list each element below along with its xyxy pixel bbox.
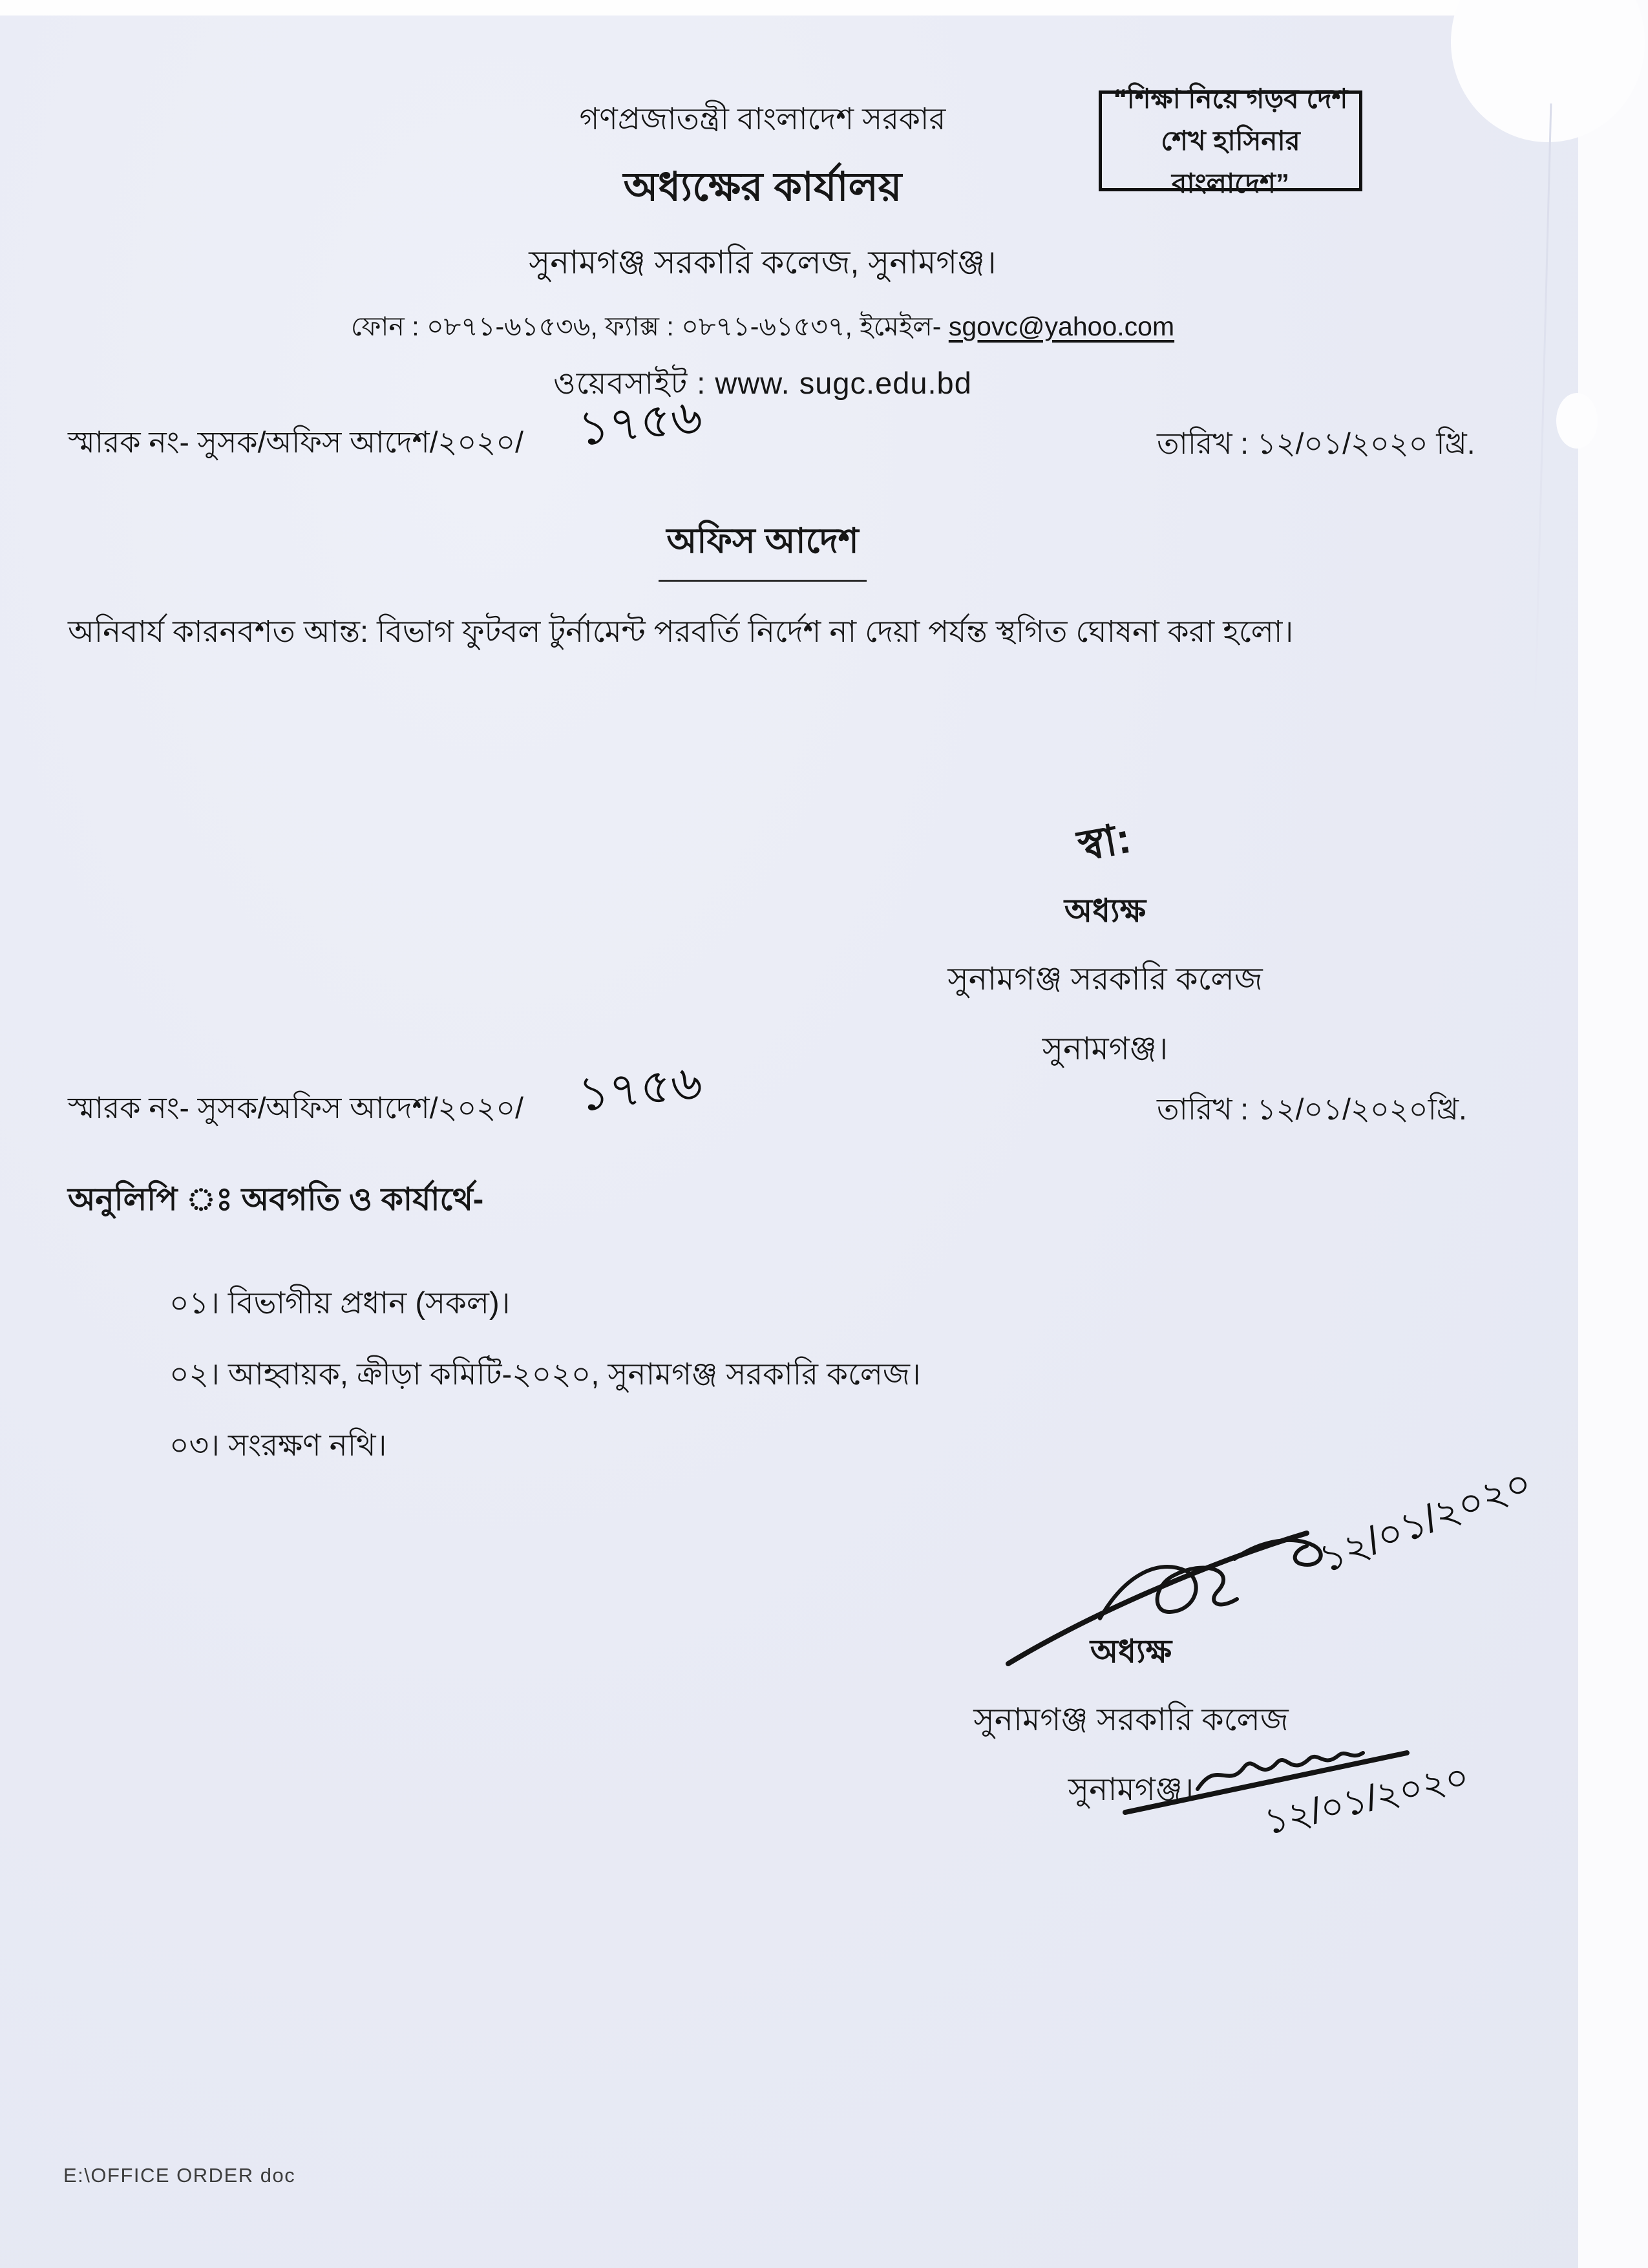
memo-row-1 (0, 389, 1648, 490)
memo-row-2 (0, 1055, 1648, 1156)
memo-date: তারিখ : ১২/০১/২০২০ খ্রি. (1157, 427, 1475, 460)
slogan-box (1099, 83, 1362, 198)
memo-date: তারিখ : ১২/০১/২০২০খ্রি. (1157, 1092, 1467, 1126)
slogan-line-2: শেখ হাসিনার বাংলাদেশ” (1161, 125, 1300, 198)
signatory-designation: অধ্যক্ষ (1064, 893, 1146, 929)
website-label: ওয়েবসাইট : (553, 366, 715, 400)
copy-list-item: ০১। বিভাগীয় প্রধান (সকল)। (169, 1286, 511, 1320)
memo-number-label: স্মারক নং- সুসক/অফিস আদেশ/২০২০/ (68, 1091, 523, 1125)
handwritten-date: ১২/০১/২০২০ (1313, 1460, 1537, 1581)
copies-list (169, 1280, 921, 1493)
copy-list-item: ০৩। সংরক্ষণ নথি। (169, 1428, 387, 1462)
signatory-organization: সুনামগঞ্জ সরকারি কলেজ (973, 1702, 1289, 1737)
signatory-organization: সুনামগঞ্জ সরকারি কলেজ (947, 962, 1263, 997)
contact-line (194, 306, 1331, 351)
signature-mark-handwritten: স্বা: (1074, 813, 1135, 870)
signatory-place: সুনামগঞ্জ। (1068, 1772, 1194, 1807)
scan-edge-right (1578, 0, 1648, 2268)
order-body-text: অনিবার্য কারনবশত আন্ত: বিভাগ ফুটবল টুর্নামেন্ট পরবর্তি নির্দেশ না দেয়া পর্যন্ত স্থগিত ঘোষনা করা হলো। (68, 614, 1294, 648)
copies-heading: অনুলিপি ঃ অবগতি ও কার্যার্থে- (68, 1182, 484, 1217)
website-line (194, 360, 1331, 410)
copy-list-item: ০২। আহ্বায়ক, ক্রীড়া কমিটি-২০২০, সুনামগঞ্জ সরকারি কলেজ। (169, 1357, 921, 1391)
signature-block-1 (814, 809, 1396, 1077)
document-title-wrap (194, 514, 1331, 582)
website-address: www. sugc.edu.bd (715, 366, 972, 400)
phone-fax-email-label: ফোন : ০৮৭১-৬১৫৩৬, ফ্যাক্স : ০৮৭১-৬১৫৩৭, ইমেইল- (350, 312, 949, 341)
slogan-line-1: “শিক্ষা নিয়ে গড়ব দেশ (1113, 83, 1348, 114)
memo-number-handwritten: ১৭৫৬ (575, 1055, 705, 1121)
government-line: গণপ্রজাতন্ত্রী বাংলাদেশ সরকার (579, 101, 946, 136)
memo-number-handwritten: ১৭৫৬ (575, 389, 705, 456)
memo-number-label: স্মারক নং- সুসক/অফিস আদেশ/২০২০/ (68, 425, 523, 459)
scan-notch-right (1556, 393, 1598, 449)
office-name: অধ্যক্ষের কার্যালয় (623, 165, 902, 209)
scan-edge-top (0, 0, 1648, 16)
file-path-footer: E:\OFFICE ORDER doc (63, 2164, 296, 2187)
handwritten-date: ১২/০১/২০২০ (1260, 1755, 1473, 1843)
college-name-line: সুনামগঞ্জ সরকারি কলেজ, সুনামগঞ্জ। (529, 244, 997, 281)
document-title: অফিস আদেশ (659, 514, 866, 582)
signatory-designation: অধ্যক্ষ (1090, 1633, 1172, 1669)
signatory-place: সুনামগঞ্জ। (1042, 1032, 1168, 1066)
email-address: sgovc@yahoo.com (948, 312, 1175, 341)
